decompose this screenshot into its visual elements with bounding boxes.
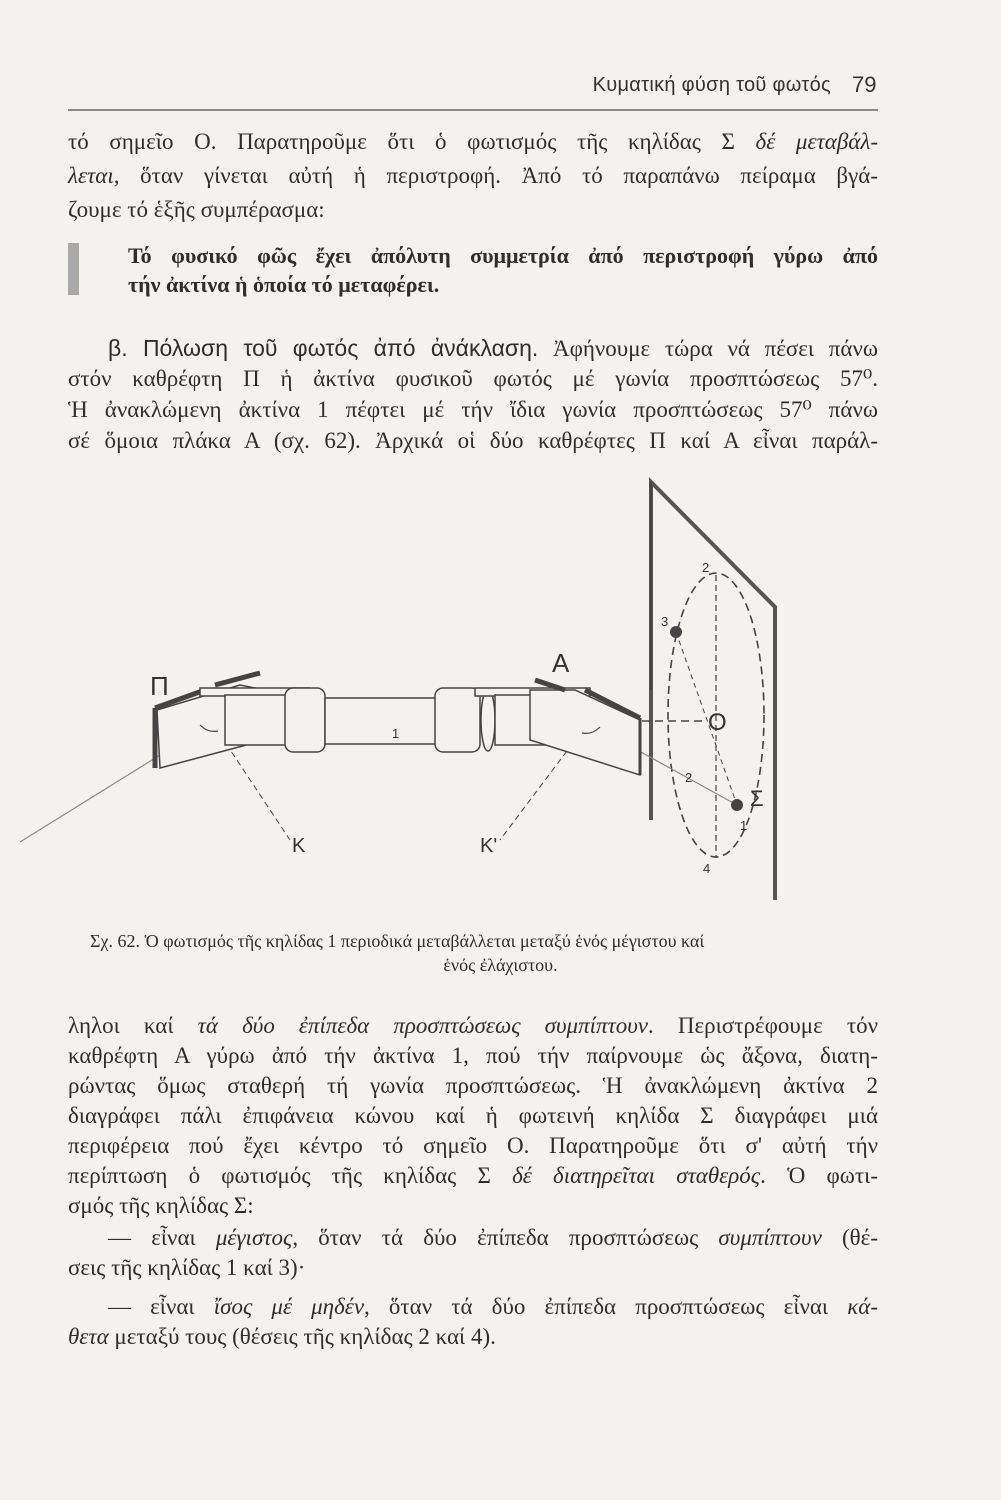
text: — εἶναι — [108, 1294, 214, 1319]
text-line — [68, 128, 878, 156]
italic-text: λεται, — [68, 163, 120, 188]
screen — [651, 482, 775, 900]
text: . Περιστρέφουμε τόν — [648, 1013, 878, 1038]
text-line: ρώντας ὅμως σταθερή τή γωνία προσπτώσεως. Ἡ ἀνακλώμενη ἀκτίνα 2 — [68, 1073, 878, 1098]
text: — εἶναι — [108, 1225, 216, 1250]
text: μεταξύ τους (θέσεις τῆς κηλίδας 2 καί 4). — [108, 1324, 496, 1349]
label-pos-1: 1 — [740, 818, 748, 833]
text-line: σμός τῆς κηλίδας Σ: — [68, 1193, 254, 1218]
figure-caption: Σχ. 62. Ὁ φωτισμός τῆς κηλίδας 1 περιοδικά μεταβάλλεται μεταξύ ἑνός μέγιστου καί — [90, 931, 705, 951]
italic-text: τά δύο ἐπίπεδα προσπτώσεως συμπίπτουν — [197, 1013, 649, 1038]
conclusion-line: Τό φυσικό φῶς ἔχει ἀπόλυτη συμμετρία ἀπό περιστροφή γύρω ἀπό — [128, 243, 878, 268]
text-line: διαγράφει πάλι ἐπιφάνεια κώνου καί ἡ φωτεινή κηλίδα Σ διαγράφει μιά — [68, 1103, 878, 1128]
label-k: K — [292, 835, 306, 857]
spot-sigma — [731, 799, 743, 811]
spot-position-3 — [670, 626, 682, 638]
text-line: Ἡ ἀνακλώμενη ἀκτίνα 1 πέφτει μέ τήν ἴδια γωνία προσπτώσεως 57⁰ πάνω — [68, 397, 878, 422]
italic-text: συμπίπτουν — [718, 1225, 822, 1250]
text-line: σέ ὅμοια πλάκα Α (σχ. 62). Ἀρχικά οἱ δύο καθρέφτες Π καί Α εἶναι παράλ- — [68, 428, 878, 453]
text-line — [108, 334, 878, 363]
page-number: 79 — [852, 72, 877, 97]
bullet-line — [108, 1293, 878, 1321]
label-sigma: Σ — [750, 786, 764, 811]
conclusion-line: τήν ἀκτίνα ἡ ὁποία τό μεταφέρει. — [128, 272, 440, 297]
label-o: O — [708, 709, 727, 736]
text: περίπτωση ὁ φωτισμός τῆς κηλίδας Σ — [68, 1163, 513, 1188]
section-heading: β. Πόλωση τοῦ φωτός ἀπό ἀνάκλαση. — [108, 335, 539, 361]
italic-text: μέγιστος — [215, 1225, 293, 1250]
text-line: ζουμε τό ἑξῆς συμπέρασμα: — [68, 197, 325, 222]
text-line: σεις τῆς κηλίδας 1 καί 3)· — [68, 1255, 306, 1280]
text: ληλοι καί — [68, 1013, 198, 1038]
figure-62-diagram — [0, 460, 1001, 900]
label-k-prime: K' — [480, 835, 498, 857]
text: (θέ- — [821, 1225, 879, 1250]
text: ὅταν γίνεται αὐτή ἡ περιστροφή. Ἀπό τό παραπάνω πείραμα βγά- — [119, 163, 878, 188]
text-line — [68, 1012, 878, 1040]
italic-text: ἴσος μέ μηδέν — [213, 1294, 365, 1319]
running-title: Κυματική φύση τοῦ φωτός — [592, 74, 831, 96]
text: Ἀφήνουμε τώρα νά πέσει πάνω — [538, 336, 878, 361]
text: τό σημεῖο Ο. Παρατηροῦμε ὅτι ὁ φωτισμός τῆς κηλίδας Σ — [68, 129, 756, 154]
text-line: περιφέρεια πού ἔχει κέντρο τό σημεῖο Ο. Παρατηροῦμε ὅτι σ' αὐτή τήν — [68, 1133, 878, 1158]
italic-text: θετα — [68, 1324, 109, 1349]
text-line: στόν καθρέφτη Π ἡ ἀκτίνα φυσικοῦ φωτός μέ γωνία προσπτώσεως 57⁰. — [68, 366, 878, 391]
text: , ὅταν τά δύο ἐπίπεδα προσπτώσεως — [292, 1225, 719, 1250]
mirror-a — [530, 690, 640, 775]
italic-text: δέ διατηρεῖται σταθερός — [512, 1163, 761, 1188]
text: , ὅταν τά δύο ἐπίπεδα προσπτώσεως εἶναι — [364, 1294, 848, 1319]
label-pos-2: 2 — [702, 560, 710, 575]
label-ray-1: 1 — [392, 726, 400, 741]
bullet-line — [108, 1224, 878, 1252]
highlight-bar — [68, 243, 79, 295]
italic-text: κά- — [847, 1294, 878, 1319]
figure-caption: ἑνός ἐλάχιστου. — [443, 955, 558, 975]
label-pos-4: 4 — [703, 861, 711, 876]
header-rule — [68, 109, 878, 111]
text-line — [68, 1323, 878, 1351]
text-line — [68, 1162, 878, 1190]
italic-text: δέ μεταβάλ- — [755, 129, 878, 154]
label-pos-3: 3 — [661, 614, 669, 629]
label-mirror-a: Α — [552, 648, 570, 678]
label-ray-2: 2 — [685, 770, 693, 785]
label-mirror-p: Π — [150, 671, 169, 701]
tube — [325, 698, 440, 744]
text: . Ὁ φωτι- — [760, 1163, 879, 1188]
text-line — [68, 162, 878, 190]
text-line: καθρέφτη Α γύρω ἀπό τήν ἀκτίνα 1, πού τήν παίρνουμε ὡς ἄξονα, διατη- — [68, 1043, 878, 1068]
